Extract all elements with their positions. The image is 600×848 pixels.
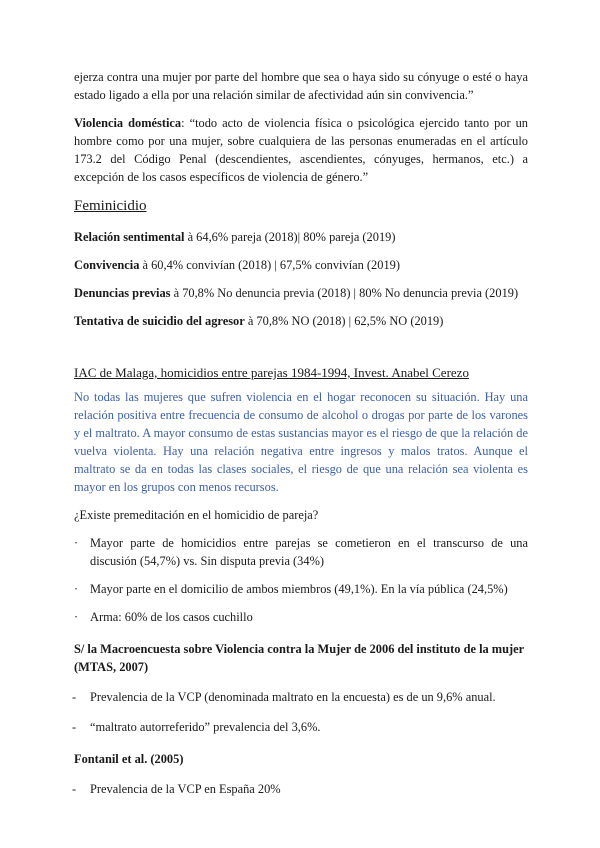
list-item-text: Prevalencia de la VCP (denominada maltrato en la encuesta) es de un 9,6% anual. bbox=[90, 690, 496, 704]
bullet-dot: · bbox=[74, 610, 79, 624]
list-item bbox=[74, 608, 528, 626]
bullet-dash: - bbox=[72, 690, 77, 704]
stat-text: à 64,6% pareja (2018)| 80% pareja (2019) bbox=[184, 230, 396, 244]
stat-line bbox=[74, 228, 528, 246]
list-item bbox=[74, 580, 528, 598]
stat-label: Relación sentimental bbox=[74, 230, 185, 244]
list-item bbox=[74, 780, 528, 798]
definition-text: : “todo acto de violencia física o psicológica ejercido tanto por un hombre como por una mujer, sobre cualquiera de las personas enumeradas en el artículo 173.2 del Código Penal (descendientes, ascendientes, cónyuges, hermanos, etc.) a excepción de los casos específicos de violencia de género.” bbox=[74, 116, 528, 184]
bullet-dot: · bbox=[74, 536, 79, 550]
fontanil-points-list bbox=[74, 780, 528, 798]
list-item bbox=[74, 534, 528, 570]
definition-term: Violencia doméstica bbox=[74, 116, 182, 130]
list-item bbox=[74, 688, 528, 706]
stat-text: à 70,8% No denuncia previa (2018) | 80% No denuncia previa (2019) bbox=[170, 286, 519, 300]
document-page bbox=[74, 68, 528, 810]
macro-heading: S/ la Macroencuesta sobre Violencia contra la Mujer de 2006 del instituto de la mujer (MTAS, 2007) bbox=[74, 642, 524, 674]
bullet-dash: - bbox=[72, 782, 77, 796]
list-item-text: Mayor parte en el domicilio de ambos miembros (49,1%). En la vía pública (24,5%) bbox=[90, 582, 508, 596]
study-points-list bbox=[74, 534, 528, 626]
list-item-text: “maltrato autorreferido” prevalencia del 3,6%. bbox=[90, 720, 321, 734]
list-item-text: Arma: 60% de los casos cuchillo bbox=[90, 610, 253, 624]
list-item-text: Mayor parte de homicidios entre parejas se cometieron en el transcurso de una discusión (54,7%) vs. Sin disputa previa (34%) bbox=[90, 536, 528, 568]
list-item bbox=[74, 718, 528, 736]
study-title: IAC de Malaga, homicidios entre parejas 1984-1994, Invest. Anabel Cerezo bbox=[74, 365, 469, 380]
stat-label: Denuncias previas bbox=[74, 286, 171, 300]
stat-line bbox=[74, 284, 528, 302]
bullet-dot: · bbox=[74, 582, 79, 596]
stat-line bbox=[74, 256, 528, 274]
study-question: ¿Existe premeditación en el homicidio de pareja? bbox=[74, 508, 319, 522]
stat-line bbox=[74, 312, 528, 330]
study-summary: No todas las mujeres que sufren violencia en el hogar reconocen su situación. Hay una relación positiva entre frecuencia de consumo de alcohol o drogas por parte de los varones y el maltrato. A mayor consumo de estas sustancias mayor es el riesgo de que la relación de vuelva violenta. Hay una relación negativa entre ingresos y malos tratos. Aunque el maltrato se da en todas las clases sociales, el riesgo de que una relación sea violenta es mayor en los grupos con menos recursos. bbox=[74, 390, 528, 494]
stat-text: à 60,4% convivían (2018) | 67,5% convivían (2019) bbox=[139, 258, 400, 272]
bullet-dash: - bbox=[72, 720, 77, 734]
fontanil-heading: Fontanil et al. (2005) bbox=[74, 752, 184, 766]
stat-label: Tentativa de suicidio del agresor bbox=[74, 314, 245, 328]
stat-text: à 70,8% NO (2018) | 62,5% NO (2019) bbox=[244, 314, 444, 328]
stat-label: Convivencia bbox=[74, 258, 140, 272]
femicide-heading: Feminicidio bbox=[74, 198, 147, 214]
macro-points-list bbox=[74, 688, 528, 736]
definition-paragraph bbox=[74, 114, 528, 186]
list-item-text: Prevalencia de la VCP en España 20% bbox=[90, 782, 281, 796]
intro-paragraph: ejerza contra una mujer por parte del hombre que sea o haya sido su cónyuge o esté o haya estado ligado a ella por una relación similar de afectividad aún sin convivencia.” bbox=[74, 70, 528, 102]
